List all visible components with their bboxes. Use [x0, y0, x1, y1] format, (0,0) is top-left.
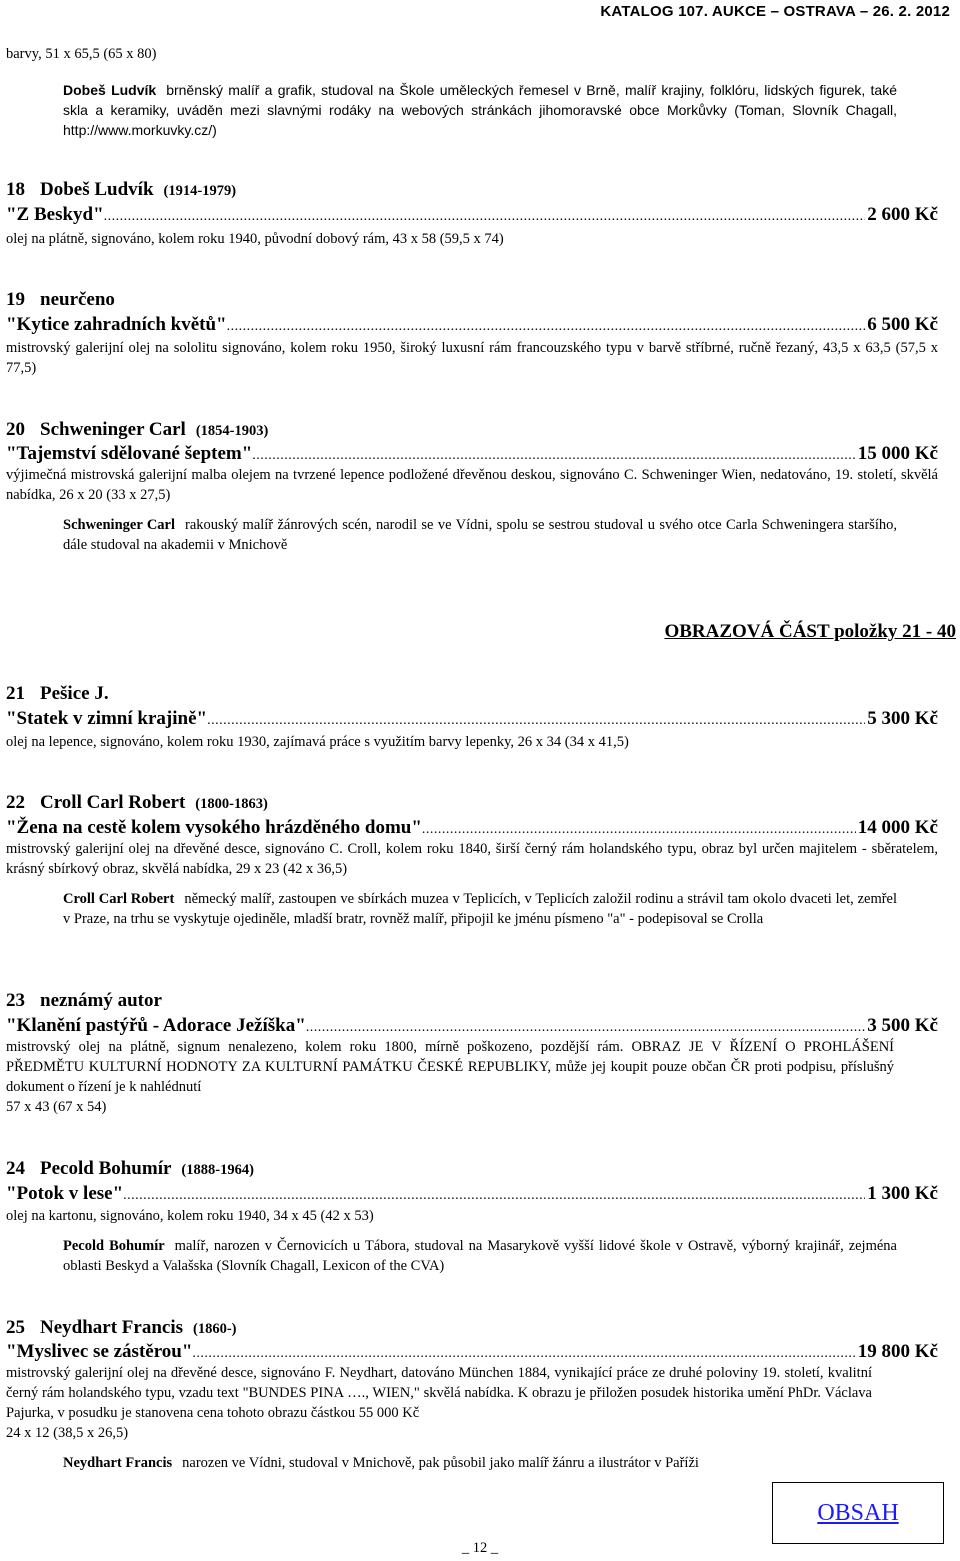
leader-dots: [207, 710, 865, 732]
lot-number: 19: [6, 289, 25, 310]
leader-dots: [252, 445, 856, 467]
lot-title: "Klanění pastýřů - Adorace Ježíška": [6, 1015, 306, 1036]
obsah-link[interactable]: OBSAH: [817, 1499, 899, 1526]
bio-text: malíř, narozen v Černovicích u Tábora, studoval na Masarykově vyšší lidové škole v Ostravě, výborný krajinář, zejména oblasti Beskyd a Valašska (Slovník Chagall, Lexicon of the CVA): [63, 1238, 897, 1274]
lot-25-heading: [6, 1317, 237, 1340]
lot-20-description: výjimečná mistrovská galerijní malba olejem na tvrzené lepence podložené dřevěnou deskou, signováno C. Schweninger Wien, nedatováno, 19. století, skvělá nabídka, 26 x 20 (33 x 27,5): [6, 467, 938, 503]
lot-23-heading: [6, 990, 162, 1012]
lot-artist: Neydhart Francis: [40, 1317, 184, 1338]
lot-artist: neznámý autor: [40, 990, 162, 1011]
leader-dots: [192, 1343, 855, 1365]
lot-23-dimensions: 57 x 43 (67 x 54): [6, 1099, 107, 1115]
leader-dots: [306, 1017, 866, 1039]
bio-text: rakouský malíř žánrových scén, narodil se ve Vídni, spolu se sestrou studoval u svého otce Carla Schweningera staršího, dále studoval na akademii v Mnichově: [63, 517, 897, 553]
lot-price: 3 500 Kč: [867, 1015, 938, 1036]
lot-25-artist-bio: [63, 1453, 897, 1473]
page-number: _ 12 _: [461, 1540, 499, 1556]
lot-price: 14 000 Kč: [857, 817, 938, 838]
lot-22-heading: [6, 792, 268, 815]
lot-19-title-row: [6, 314, 938, 338]
lot-title: "Žena na cestě kolem vysokého hrázděného domu": [6, 817, 422, 838]
bio-text: brněnský malíř a grafik, studoval na Škole uměleckých řemesel v Brně, malíř krajiny, folklóru, lidských figurek, také skla a keramiky, uváděn mezi slavnými rodáky na webových stránkách jihomoravské obce Morkůvky (Toman, Slovník Chagall, http://www.morkuvky.cz/): [63, 82, 897, 138]
lot-dates: (1854-1903): [195, 423, 269, 439]
lot-price: 6 500 Kč: [867, 314, 938, 335]
lot-21-description: olej na lepence, signováno, kolem roku 1930, zajímavá práce s využitím barvy lepenky, 26 x 34 (34 x 41,5): [6, 734, 629, 750]
lot-19-heading: [6, 289, 115, 311]
lot-artist: Pecold Bohumír: [40, 1158, 172, 1179]
bio-name: Neydhart Francis: [63, 1455, 173, 1471]
lot-number: 22: [6, 792, 25, 813]
leader-dots: [227, 316, 866, 338]
lot-19-description: mistrovský galerijní olej na sololitu signováno, kolem roku 1950, široký luxusní rám francouzského typu v barvě stříbrné, ručně řezaný, 43,5 x 63,5 (57,5 x 77,5): [6, 340, 938, 376]
lot-price: 2 600 Kč: [867, 204, 938, 225]
lot-21-heading: [6, 683, 109, 705]
artist-bio-dobes: [63, 80, 897, 140]
lot-24-title-row: [6, 1183, 938, 1207]
lot-artist: Schweninger Carl: [40, 419, 186, 440]
lot-number: 24: [6, 1158, 25, 1179]
lot-dates: (1888-1964): [181, 1162, 254, 1178]
lot-18-heading: [6, 179, 236, 202]
bio-name: Dobeš Ludvík: [63, 82, 157, 98]
lot-title: "Myslivec se zástěrou": [6, 1341, 193, 1362]
lot-price: 15 000 Kč: [857, 443, 938, 464]
bio-name: Schweninger Carl: [63, 517, 176, 533]
lot-number: 23: [6, 990, 25, 1011]
lot-24-description: olej na kartonu, signováno, kolem roku 1940, 34 x 45 (42 x 53): [6, 1208, 374, 1224]
bio-name: Croll Carl Robert: [63, 891, 175, 907]
lot-20-artist-bio: [63, 515, 897, 555]
lot-title: "Z Beskyd": [6, 204, 104, 225]
bio-name: Pecold Bohumír: [63, 1238, 165, 1254]
lot-artist: Dobeš Ludvík: [40, 179, 154, 200]
lot-title: "Kytice zahradních květů": [6, 314, 227, 335]
leader-dots: [104, 206, 866, 228]
lot-18-title-row: [6, 204, 938, 228]
lot-artist: Pešice J.: [40, 683, 109, 704]
page-header: KATALOG 107. AUKCE – OSTRAVA – 26. 2. 2012: [600, 3, 950, 20]
lot-number: 20: [6, 419, 25, 440]
lot-23-description: mistrovský olej na plátně, signum nenalezeno, kolem roku 1800, mírně poškozeno, pozdější rám. OBRAZ JE V ŘÍZENÍ O PROHLÁŠENÍ PŘEDMĚTU KULTURNÍ HODNOTY ZA KULTURNÍ PAMÁTKU ČESKÉ REPUBLIKY, může jej koupit pouze občan ČR proti podpisu, příslušný dokument o řízení je k nahlédnutí: [6, 1039, 894, 1095]
top-fragment: barvy, 51 x 65,5 (65 x 80): [6, 46, 157, 62]
lot-dates: (1914-1979): [163, 183, 237, 199]
lot-artist: neurčeno: [40, 289, 115, 310]
leader-dots: [123, 1185, 865, 1207]
bio-text: narozen ve Vídni, studoval v Mnichově, pak působil jako malíř žánru a ilustrátor v Paříži: [182, 1455, 699, 1471]
lot-18-description: olej na plátně, signováno, kolem roku 1940, původní dobový rám, 43 x 58 (59,5 x 74): [6, 231, 504, 247]
lot-20-title-row: [6, 443, 938, 467]
lot-number: 25: [6, 1317, 25, 1338]
lot-20-heading: [6, 419, 268, 442]
lot-24-artist-bio: [63, 1236, 897, 1276]
lot-22-artist-bio: [63, 889, 897, 929]
lot-21-title-row: [6, 708, 938, 732]
lot-22-title-row: [6, 817, 938, 841]
lot-number: 21: [6, 683, 25, 704]
lot-price: 19 800 Kč: [857, 1341, 938, 1362]
lot-number: 18: [6, 179, 25, 200]
lot-22-description: mistrovský galerijní olej na dřevěné desce, signováno C. Croll, kolem roku 1840, širší černý rám holandského typu, obraz byl určen majitelem - sběratelem, krásný sbírkový obraz, skvělá nabídka, 29 x 23 (42 x 36,5): [6, 841, 938, 877]
lot-23-title-row: [6, 1015, 938, 1039]
lot-25-dimensions: 24 x 12 (38,5 x 26,5): [6, 1425, 129, 1441]
lot-title: "Tajemství sdělované šeptem": [6, 443, 253, 464]
obsah-link-box[interactable]: [772, 1482, 944, 1544]
section-title: OBRAZOVÁ ČÁST položky 21 - 40: [664, 621, 956, 642]
lot-25-title-row: [6, 1341, 938, 1365]
leader-dots: [422, 819, 856, 841]
lot-dates: (1860-): [193, 1321, 237, 1337]
lot-24-heading: [6, 1158, 254, 1181]
lot-price: 1 300 Kč: [867, 1183, 938, 1204]
lot-dates: (1800-1863): [195, 796, 268, 812]
bio-text: německý malíř, zastoupen ve sbírkách muzea v Teplicích, v Teplicích založil rodinu a strávil tam okolo dvaceti let, zemřel v Praze, na trhu se vyskytuje ojediněle, mladší bratr, rovněž malíř, připojil ke jménu písmeno "a" - podepisoval se Crolla: [63, 891, 898, 927]
lot-title: "Potok v lese": [6, 1183, 124, 1204]
lot-artist: Croll Carl Robert: [40, 792, 186, 813]
lot-price: 5 300 Kč: [867, 708, 938, 729]
lot-title: "Statek v zimní krajině": [6, 708, 208, 729]
lot-25-description: mistrovský galerijní olej na dřevěné desce, signováno F. Neydhart, datováno München 1884, vynikající práce ze druhé poloviny 19. století, kvalitní černý rám holandského typu, vzadu text "BUNDES PINA …., WIEN," skvělá nabídka. K obrazu je přiložen posudek historika umění PhDr. Václava Pajurka, v posudku je stanovena cena tohoto obrazu částkou 55 000 Kč: [6, 1365, 872, 1421]
